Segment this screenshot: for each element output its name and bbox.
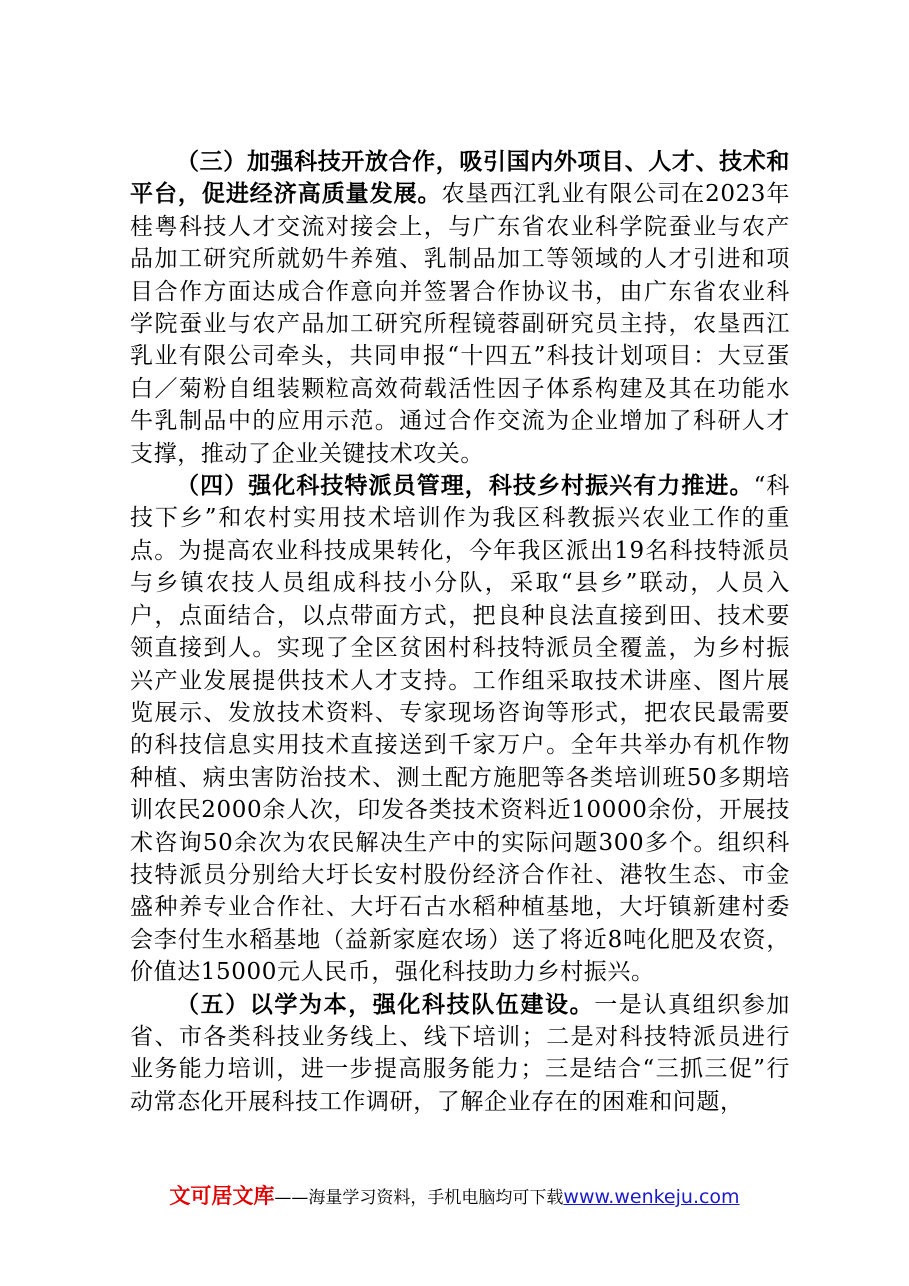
paragraph-five	[130, 989, 790, 1119]
paragraph-text: 一是认真组织参加省、市各类科技业务线上、线下培训；二是对科技特派员进行业务能力培训，进一步提高服务能力；三是结合“三抓三促”行动常态化开展科技工作调研，了解企业存在的困难和问题，	[130, 991, 790, 1115]
footer-banner	[0, 1180, 909, 1210]
footer-brand: 文可居文库	[169, 1184, 275, 1208]
paragraph-heading: （三）加强科技开放合作，吸引国内外项目、人才、技术和平台，促进经济高质量发展。	[130, 148, 790, 208]
footer-slogan: ——海量学习资料，手机电脑均可下载	[274, 1188, 564, 1208]
paragraph-heading: （四）强化科技特派员管理，科技乡村振兴有力推进。	[176, 472, 754, 500]
paragraph-four	[130, 470, 790, 989]
paragraph-three	[130, 146, 790, 470]
paragraph-text: 农垦西江乳业有限公司在2023年桂粤科技人才交流对接会上，与广东省农业科学院蚕业与农产品加工研究所就奶牛养殖、乳制品加工等领域的人才引进和项目合作方面达成合作意向并签署合作协议书，由广东省农业科学院蚕业与农产品加工研究所程镜蓉副研究员主持，农垦西江乳业有限公司牵头，共同申报“十四五”科技计划项目：大豆蛋白／菊粉自组装颗粒高效荷载活性因子体系构建及其在功能水牛乳制品中的应用示范。通过合作交流为企业增加了科研人才支撑，推动了企业关键技术攻关。	[130, 181, 790, 467]
footer-link[interactable]: www.wenkeju.com	[563, 1186, 740, 1208]
document-body	[130, 146, 790, 1118]
paragraph-heading: （五）以学为本，强化科技队伍建设。	[176, 990, 595, 1018]
paragraph-text: “科技下乡”和农村实用技术培训作为我区科教振兴农业工作的重点。为提高农业科技成果转化，今年我区派出19名科技特派员与乡镇农技人员组成科技小分队，采取“县乡”联动，人员入户，点面结合，以点带面方式，把良种良法直接到田、技术要领直接到人。实现了全区贫困村科技特派员全覆盖，为乡村振兴产业发展提供技术人才支持。工作组采取技术讲座、图片展览展示、发放技术资料、专家现场咨询等形式，把农民最需要的科技信息实用技术直接送到千家万户。全年共举办有机作物种植、病虫害防治技术、测土配方施肥等各类培训班50多期培训农民2000余人次，印发各类技术资料近10000余份，开展技术咨询50余次为农民解决生产中的实际问题300多个。组织科技特派员分别给大圩长安村股份经济合作社、港牧生态、市金盛种养专业合作社、大圩石古水稻种植基地，大圩镇新建村委会李付生水稻基地（益新家庭农场）送了将近8吨化肥及农资，价值达15000元人民币，强化科技助力乡村振兴。	[130, 473, 790, 986]
